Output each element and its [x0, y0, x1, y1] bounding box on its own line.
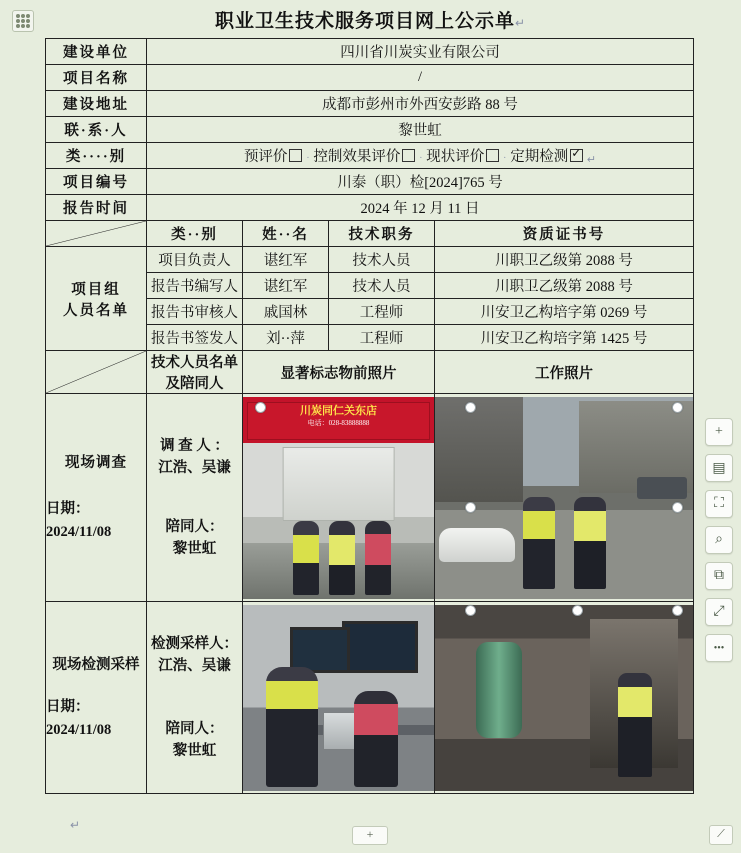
stage-sampling: 现场检测采样 日期： 2024/11/08	[46, 602, 147, 794]
photo-header-staff: 技术人员名单 及陪同人	[147, 351, 243, 394]
photo-person	[523, 497, 555, 589]
staff-cert: 川安卫乙构培字第 0269 号	[435, 299, 694, 325]
photo-person	[293, 521, 319, 595]
staff-header-title: 技术职务	[329, 221, 435, 247]
image-toolbar[interactable]	[705, 418, 733, 662]
staff-header-type: 类··别	[147, 221, 243, 247]
staff-cert: 川安卫乙构培字第 1425 号	[435, 325, 694, 351]
public-notice-table	[45, 38, 694, 794]
staff-title: 技术人员	[329, 273, 435, 299]
staff-title: 工程师	[329, 299, 435, 325]
photo-person	[574, 497, 606, 589]
photo-person	[618, 673, 652, 777]
staff-header-cert: 资质证书号	[435, 221, 694, 247]
selection-handle-bottom-mid[interactable]	[572, 605, 583, 616]
value-report-date: 2024 年 12 月 11 日	[147, 195, 694, 221]
staff-group-label	[46, 247, 147, 351]
pilcrow-mark: ↵	[586, 154, 597, 166]
add-icon[interactable]: +	[705, 418, 733, 446]
diagonal-header-cell	[46, 351, 147, 394]
more-icon[interactable]: •••	[705, 634, 733, 662]
pilcrow-mark: ↵	[514, 16, 527, 30]
staff-title: 技术人员	[329, 247, 435, 273]
checkbox-checked[interactable]	[570, 149, 583, 162]
category-option-1[interactable]: 控制效果评价	[313, 149, 415, 165]
label-contact-person: 联·系·人	[46, 117, 147, 143]
staff-group-label-line2: 人员名单	[63, 302, 129, 319]
photo-landmark-sampling[interactable]	[243, 602, 435, 794]
photo-image	[243, 397, 434, 599]
photo-person	[329, 521, 355, 595]
table-row	[46, 117, 694, 143]
photo-shop-sign: 川炭同仁关东店 电话：028-83888888	[247, 402, 430, 440]
staff-name: 戚国林	[243, 299, 329, 325]
photo-work-sampling[interactable]	[435, 602, 694, 794]
staff-name: 谌红军	[243, 273, 329, 299]
staff-name: 刘··萍	[243, 325, 329, 351]
staff-title: 工程师	[329, 325, 435, 351]
photo-person	[354, 691, 398, 787]
label-construction-address: 建设地址	[46, 91, 147, 117]
selection-handle-top-left[interactable]	[255, 402, 266, 413]
stage-survey: 现场调查 日期： 2024/11/08	[46, 394, 147, 602]
photo-landmark-survey[interactable]	[243, 394, 435, 602]
pilcrow-mark: ↵	[70, 818, 81, 832]
category-option-2[interactable]: 现状评价	[426, 149, 499, 165]
crop-icon[interactable]: ⛶	[705, 490, 733, 518]
staff-type: 报告书签发人	[147, 325, 243, 351]
checkbox-unchecked[interactable]	[486, 149, 499, 162]
selection-handle-top-mid[interactable]	[465, 402, 476, 413]
photo-image	[243, 605, 434, 791]
sampling-people-cell: 检测采样人： 江浩、吴谦 陪同人： 黎世虹	[147, 602, 243, 794]
category-option-3[interactable]: 定期检测 ✓	[510, 149, 583, 165]
table-row	[46, 221, 694, 247]
staff-type: 报告书审核人	[147, 299, 243, 325]
photo-person	[266, 667, 318, 787]
value-contact-person: 黎世虹	[147, 117, 694, 143]
diagonal-header-cell	[46, 221, 147, 247]
value-construction-unit: 四川省川炭实业有限公司	[147, 39, 694, 65]
photo-tank	[476, 642, 522, 738]
staff-group-label-line1: 项目组	[71, 281, 121, 298]
table-row	[46, 394, 694, 602]
table-row	[46, 65, 694, 91]
table-row	[46, 602, 694, 794]
checkbox-unchecked[interactable]	[402, 149, 415, 162]
staff-type: 报告书编写人	[147, 273, 243, 299]
value-construction-address: 成都市彭州市外西安彭路 88 号	[147, 91, 694, 117]
label-category: 类····别	[46, 143, 147, 169]
page-title	[0, 6, 741, 33]
value-project-number: 川泰（职）检[2024]765 号	[147, 169, 694, 195]
photo-header-work: 工作照片	[435, 351, 694, 394]
photo-building	[435, 397, 523, 502]
selection-handle-mid-right[interactable]	[672, 502, 683, 513]
page-title-text: 职业卫生技术服务项目网上公示单	[214, 11, 515, 32]
photo-image	[435, 397, 693, 599]
checkbox-unchecked[interactable]	[289, 149, 302, 162]
table-row	[46, 169, 694, 195]
table-row	[46, 351, 694, 394]
staff-header-name: 姓··名	[243, 221, 329, 247]
photo-monitor	[342, 621, 418, 673]
value-project-name: /	[147, 65, 694, 91]
table-row	[46, 91, 694, 117]
photo-image	[435, 605, 693, 791]
photo-work-survey[interactable]	[435, 394, 694, 602]
table-row	[46, 39, 694, 65]
photo-monitor	[290, 627, 350, 673]
copy-icon[interactable]: ⧉	[705, 562, 733, 590]
staff-cert: 川职卫乙级第 2088 号	[435, 273, 694, 299]
label-project-name: 项目名称	[46, 65, 147, 91]
label-project-number: 项目编号	[46, 169, 147, 195]
resize-handle-button[interactable]: ⟋	[709, 825, 733, 845]
staff-type: 项目负责人	[147, 247, 243, 273]
selection-handle-mid-left[interactable]	[465, 502, 476, 513]
category-option-0[interactable]: 预评价	[244, 149, 303, 165]
survey-people-cell: 调 查 人 ： 江浩、吴谦 陪同人： 黎世虹	[147, 394, 243, 602]
label-construction-unit: 建设单位	[46, 39, 147, 65]
selection-handle-bottom-left[interactable]	[465, 605, 476, 616]
zoom-icon[interactable]: ⌕	[705, 526, 733, 554]
value-category: 预评价 · 控制效果评价 · 现状评价 · 定期检测 ✓ ↵	[147, 143, 694, 169]
expand-icon[interactable]: ⤢	[705, 598, 733, 626]
layout-icon[interactable]: ▤	[705, 454, 733, 482]
photo-truck	[637, 477, 687, 499]
label-report-date: 报告时间	[46, 195, 147, 221]
add-row-button[interactable]: +	[352, 826, 388, 845]
photo-car	[439, 528, 515, 562]
photo-shop-door	[282, 447, 395, 521]
table-row	[46, 195, 694, 221]
photo-header-landmark: 显著标志物前照片	[243, 351, 435, 394]
photo-person	[365, 521, 391, 595]
selection-handle-top-right[interactable]	[672, 402, 683, 413]
staff-cert: 川职卫乙级第 2088 号	[435, 247, 694, 273]
table-row	[46, 143, 694, 169]
table-row	[46, 247, 694, 273]
selection-handle-bottom-right[interactable]	[672, 605, 683, 616]
staff-name: 谌红军	[243, 247, 329, 273]
